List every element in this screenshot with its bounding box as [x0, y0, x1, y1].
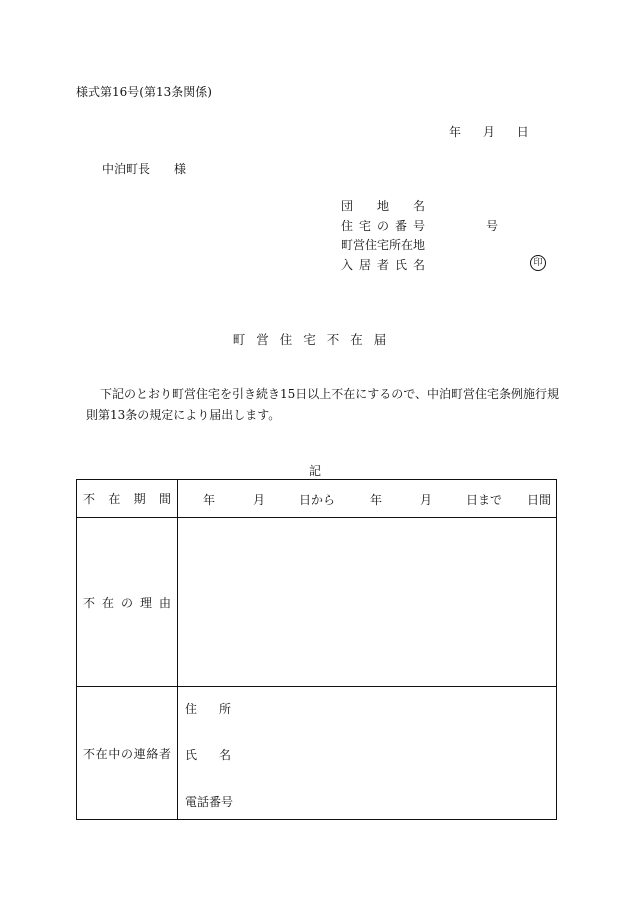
- period-month2: 月: [420, 493, 433, 507]
- address-row[interactable]: [341, 236, 425, 256]
- period-year2: 年: [370, 493, 383, 507]
- honorific: 様: [174, 162, 187, 176]
- submission-date[interactable]: [449, 123, 529, 140]
- period-label: 不在期間: [83, 492, 171, 506]
- addressee-name: 中泊町長: [102, 162, 151, 176]
- date-day: 日: [516, 125, 529, 139]
- contact-label-cell: [77, 687, 178, 820]
- applicant-info: [341, 197, 499, 275]
- contact-address-label: 住所: [185, 702, 231, 716]
- period-year1: 年: [203, 493, 216, 507]
- ki-heading: 記: [308, 464, 321, 478]
- period-value-cell[interactable]: [178, 480, 557, 518]
- period-from: 日から: [299, 493, 336, 507]
- reason-value-cell[interactable]: [178, 518, 557, 687]
- contact-label: 不在中の連絡者: [83, 746, 171, 761]
- name-row[interactable]: [341, 256, 425, 276]
- period-until: 日まで: [466, 493, 503, 507]
- house-number-row[interactable]: [341, 217, 499, 237]
- reason-row: [77, 518, 557, 687]
- period-label-cell: [77, 480, 178, 518]
- reason-label: 不在の理由: [83, 595, 171, 610]
- house-number-suffix: 号: [486, 218, 499, 233]
- form-number: 様式第16号(第13条関係): [76, 85, 212, 99]
- address-label: 町営住宅所在地: [341, 238, 426, 252]
- house-number-label: 住宅の番号: [341, 218, 425, 233]
- contact-row: [77, 687, 557, 820]
- date-month: 月: [482, 125, 495, 139]
- date-year: 年: [449, 125, 462, 139]
- absence-table: [76, 479, 557, 820]
- complex-row[interactable]: [341, 197, 425, 217]
- contact-phone-label: 電話番号: [185, 795, 234, 809]
- seal-mark: 印: [530, 255, 546, 271]
- contact-name-label: 氏名: [185, 748, 231, 762]
- contact-value-cell[interactable]: [178, 687, 557, 820]
- complex-label: 団地名: [341, 199, 425, 213]
- period-days: 日間: [527, 493, 552, 507]
- body-text: 下記のとおり町営住宅を引き続き15日以上不在にするので、中泊町営住宅条例施行規則第13条の規定により届出します。: [86, 387, 560, 422]
- period-month1: 月: [253, 493, 266, 507]
- document-title: 町営住宅不在届: [232, 332, 398, 347]
- period-row: [77, 480, 557, 518]
- addressee: [102, 160, 186, 177]
- resident-name-label: 入居者氏名: [341, 257, 425, 272]
- reason-label-cell: [77, 518, 178, 687]
